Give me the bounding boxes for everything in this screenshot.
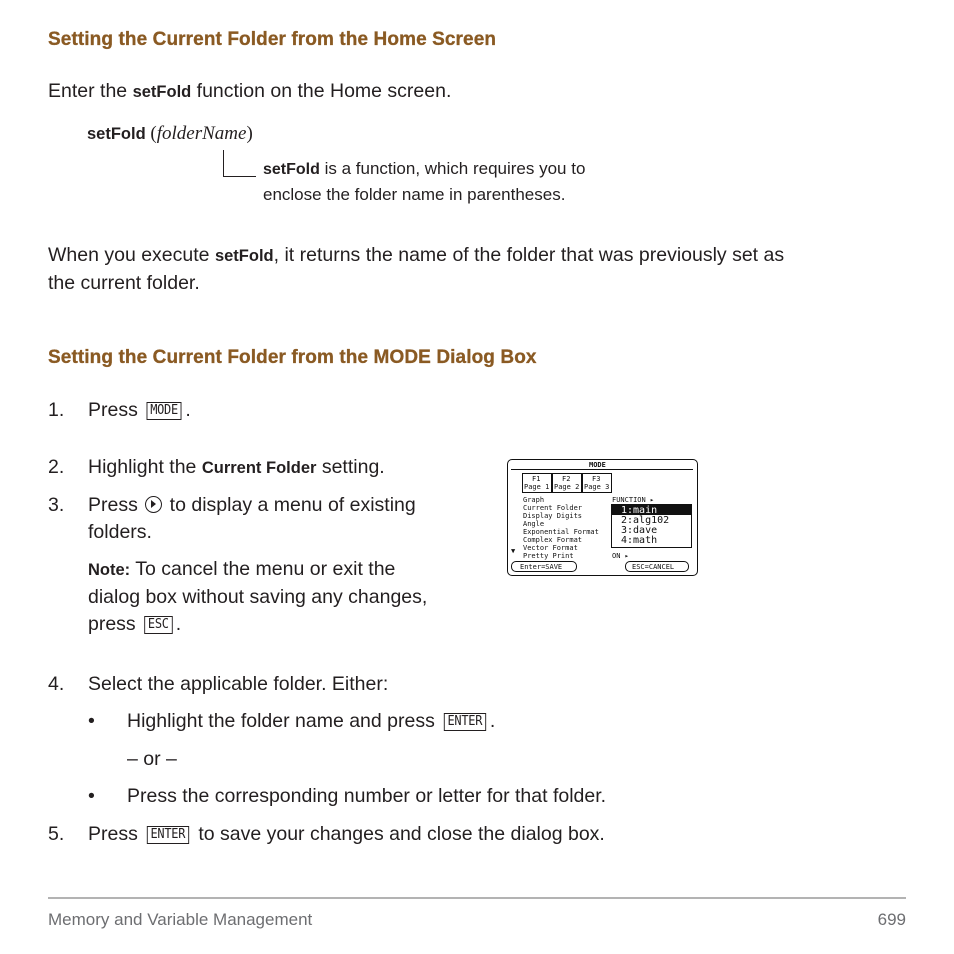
syntax-command: setFold [87, 125, 146, 143]
intro-text-end: function on the Home screen. [191, 80, 452, 102]
step-text-end: to display a menu of existing [164, 494, 416, 516]
pretty-print-value: ON ▸ [612, 552, 629, 560]
esc-key: ESC [144, 616, 172, 634]
callout-line-vertical [223, 150, 224, 177]
step-2 [48, 454, 385, 482]
callout-line1: is a function, which requires you to [319, 159, 586, 178]
tab-page-1 [522, 473, 552, 493]
setting-exponential-format: Exponential Format [523, 528, 599, 536]
exec-command: setFold [214, 247, 274, 265]
scroll-down-icon: ▼ [511, 547, 516, 555]
step-text-end: to save your changes and close the dialog box. [192, 823, 605, 845]
note-line3-end: . [175, 613, 182, 635]
step-number: 3. [48, 494, 65, 516]
bullet-symbol: • [88, 785, 95, 807]
pretty-value-text: ON [612, 552, 621, 560]
footer-rule [48, 897, 906, 899]
folder-item-alg102: 2:alg102 [621, 515, 670, 526]
note [88, 556, 427, 638]
cancel-label: ESC=CANCEL [632, 563, 675, 571]
tab-label: Page 2 [554, 483, 580, 491]
callout-command: setFold [263, 161, 320, 178]
step-text-end: . [185, 399, 191, 421]
step-4 [48, 671, 388, 698]
step-number: 1. [48, 399, 65, 421]
tab-page-2 [552, 473, 582, 493]
note-line1: To cancel the menu or exit the [130, 558, 396, 580]
mode-key: MODE [147, 402, 182, 420]
step-text: Press [88, 823, 144, 845]
syntax-line [87, 120, 253, 148]
enter-key: ENTER [444, 713, 486, 731]
step-5 [48, 821, 605, 848]
step-1 [48, 397, 191, 424]
exec-paragraph [48, 242, 784, 297]
graph-value: FUNCTION ▸ [612, 496, 655, 504]
folder-item-main: 1:main [621, 505, 658, 516]
mode-dialog-screenshot [507, 459, 698, 576]
step-text: Select the applicable folder. Either: [88, 673, 389, 695]
step-3-line2: folders. [88, 521, 152, 543]
syntax-argument: folderName [156, 123, 247, 144]
heading-home-screen: Setting the Current Folder from the Home Screen [48, 29, 497, 50]
tab-key: F2 [562, 475, 571, 483]
setting-graph: Graph [523, 496, 545, 504]
setting-angle: Angle [523, 520, 545, 528]
folder-menu [611, 504, 692, 548]
tab-page-3 [582, 473, 612, 493]
page-number: 699 [877, 910, 906, 929]
tab-label: Page 3 [584, 483, 610, 491]
note-line2: dialog box without saving any changes, [88, 586, 428, 608]
callout-line-horizontal [223, 176, 256, 177]
setting-current-folder: Current Folder [523, 504, 583, 512]
right-arrow-key-icon [145, 496, 162, 513]
exec-text: When you execute [48, 244, 215, 266]
step-text: Press [88, 399, 144, 421]
callout-line2: enclose the folder name in parentheses. [263, 185, 566, 204]
title-divider [511, 469, 693, 470]
syntax-close-paren: ) [246, 123, 253, 144]
folder-item-dave: 3:dave [621, 525, 658, 536]
note-line3: press [88, 613, 142, 635]
note-label: Note: [88, 561, 131, 579]
bullet-text: Press the corresponding number or letter for that folder. [127, 785, 607, 807]
heading-mode-dialog: Setting the Current Folder from the MODE Dialog Box [48, 347, 537, 368]
setting-vector-format: Vector Format [523, 544, 578, 552]
bullet-1 [88, 708, 495, 735]
callout-text [263, 156, 585, 207]
tab-label: Page 1 [524, 483, 550, 491]
bullet-text: Highlight the folder name and press [127, 710, 441, 732]
current-folder-setting: Current Folder [201, 459, 317, 477]
intro-text: Enter the [48, 80, 133, 102]
setfold-command: setFold [132, 83, 192, 101]
step-3 [48, 492, 416, 546]
bullet-2 [88, 783, 606, 810]
cancel-button [625, 561, 689, 572]
save-label: Enter=SAVE [520, 563, 563, 571]
footer-title: Memory and Variable Management [48, 910, 313, 929]
folder-item-math: 4:math [621, 535, 658, 546]
graph-value-text: FUNCTION [612, 496, 646, 504]
setting-complex-format: Complex Format [523, 536, 583, 544]
bullet-symbol: • [88, 710, 95, 732]
step-number: 5. [48, 823, 65, 845]
intro-paragraph [48, 78, 451, 106]
step-text: Highlight the [88, 456, 202, 478]
or-separator: – or – [127, 748, 177, 770]
setting-pretty-print: Pretty Print [523, 552, 574, 560]
step-text: Press [88, 494, 144, 516]
save-button [511, 561, 577, 572]
exec-text-end: , it returns the name of the folder that was previously set as [273, 244, 785, 266]
enter-key: ENTER [147, 826, 189, 844]
syntax-open-paren: ( [145, 123, 157, 144]
tab-key: F1 [532, 475, 541, 483]
screen-title: MODE [589, 461, 606, 469]
step-number: 2. [48, 456, 65, 478]
bullet-text-end: . [489, 710, 496, 732]
setting-display-digits: Display Digits [523, 512, 583, 520]
step-number: 4. [48, 673, 65, 695]
exec-line2: the current folder. [48, 272, 200, 294]
step-text-end: setting. [316, 456, 385, 478]
tab-key: F3 [592, 475, 601, 483]
